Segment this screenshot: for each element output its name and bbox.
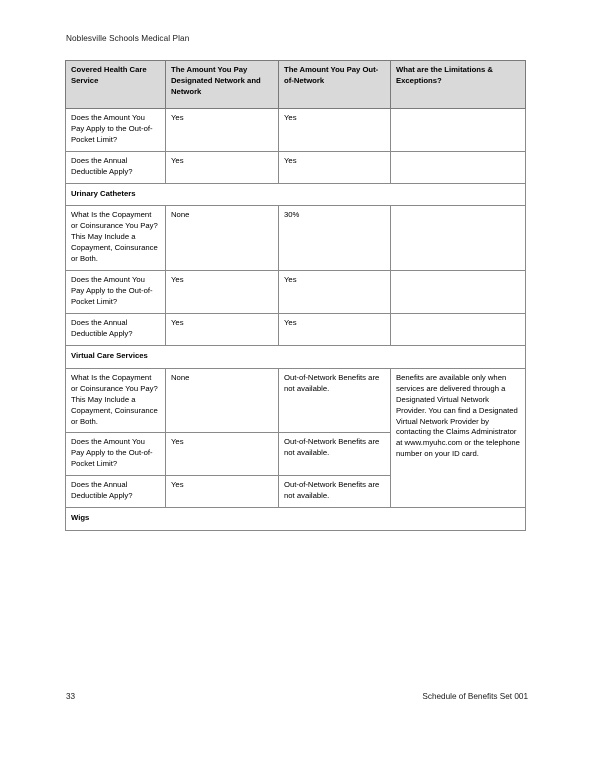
table-body xyxy=(66,108,526,530)
cell-service: Does the Amount You Pay Apply to the Out-of-Pocket Limit? xyxy=(66,108,166,151)
cell-out-of-network-amount: Yes xyxy=(279,151,391,183)
table-header-row xyxy=(66,61,526,109)
cell-service: Does the Annual Deductible Apply? xyxy=(66,476,166,508)
column-header-out-of-network-amount: The Amount You Pay Out-of-Network xyxy=(279,61,391,109)
table-row xyxy=(66,108,526,151)
table-header xyxy=(66,61,526,109)
cell-network-amount: Yes xyxy=(166,313,279,345)
table-row xyxy=(66,206,526,271)
cell-network-amount: None xyxy=(166,368,279,433)
section-title: Urinary Catheters xyxy=(66,183,526,206)
cell-service: Does the Amount You Pay Apply to the Out-of-Pocket Limit? xyxy=(66,271,166,314)
running-header: Noblesville Schools Medical Plan xyxy=(66,34,190,43)
cell-out-of-network-amount: 30% xyxy=(279,206,391,271)
cell-out-of-network-amount: Yes xyxy=(279,108,391,151)
table-section-row xyxy=(66,183,526,206)
cell-limitations: Benefits are available only when services are delivered through a Designated Virtual Network Provider. You can find a Designated Virtual Network Provider by contacting the Claims Administrator at www.myuhc.com or the telephone number on your ID card. xyxy=(391,368,526,507)
cell-out-of-network-amount: Yes xyxy=(279,271,391,314)
cell-out-of-network-amount: Out-of-Network Benefits are not available. xyxy=(279,433,391,476)
footer-page-number: 33 xyxy=(66,692,76,701)
footer-document-label: Schedule of Benefits Set 001 xyxy=(422,692,528,701)
column-header-service: Covered Health Care Service xyxy=(66,61,166,109)
cell-network-amount: None xyxy=(166,206,279,271)
table-section-row xyxy=(66,345,526,368)
schedule-of-benefits-table xyxy=(65,60,526,531)
table-section-row xyxy=(66,508,526,531)
cell-service: Does the Annual Deductible Apply? xyxy=(66,313,166,345)
cell-network-amount: Yes xyxy=(166,108,279,151)
cell-network-amount: Yes xyxy=(166,151,279,183)
column-header-network-amount: The Amount You Pay Designated Network and Network xyxy=(166,61,279,109)
cell-network-amount: Yes xyxy=(166,271,279,314)
cell-out-of-network-amount: Out-of-Network Benefits are not available. xyxy=(279,368,391,433)
table-row xyxy=(66,313,526,345)
cell-service: What Is the Copayment or Coinsurance You Pay? This May Include a Copayment, Coinsurance or Both. xyxy=(66,368,166,433)
cell-limitations xyxy=(391,151,526,183)
table-row xyxy=(66,368,526,433)
cell-limitations xyxy=(391,271,526,314)
cell-service: What Is the Copayment or Coinsurance You Pay? This May Include a Copayment, Coinsurance or Both. xyxy=(66,206,166,271)
cell-limitations xyxy=(391,108,526,151)
cell-network-amount: Yes xyxy=(166,476,279,508)
table-row xyxy=(66,271,526,314)
section-title: Wigs xyxy=(66,508,526,531)
table-row xyxy=(66,151,526,183)
cell-limitations xyxy=(391,313,526,345)
cell-network-amount: Yes xyxy=(166,433,279,476)
cell-out-of-network-amount: Out-of-Network Benefits are not available. xyxy=(279,476,391,508)
cell-service: Does the Annual Deductible Apply? xyxy=(66,151,166,183)
cell-service: Does the Amount You Pay Apply to the Out-of-Pocket Limit? xyxy=(66,433,166,476)
cell-limitations xyxy=(391,206,526,271)
section-title: Virtual Care Services xyxy=(66,345,526,368)
column-header-limitations: What are the Limitations & Exceptions? xyxy=(391,61,526,109)
cell-out-of-network-amount: Yes xyxy=(279,313,391,345)
